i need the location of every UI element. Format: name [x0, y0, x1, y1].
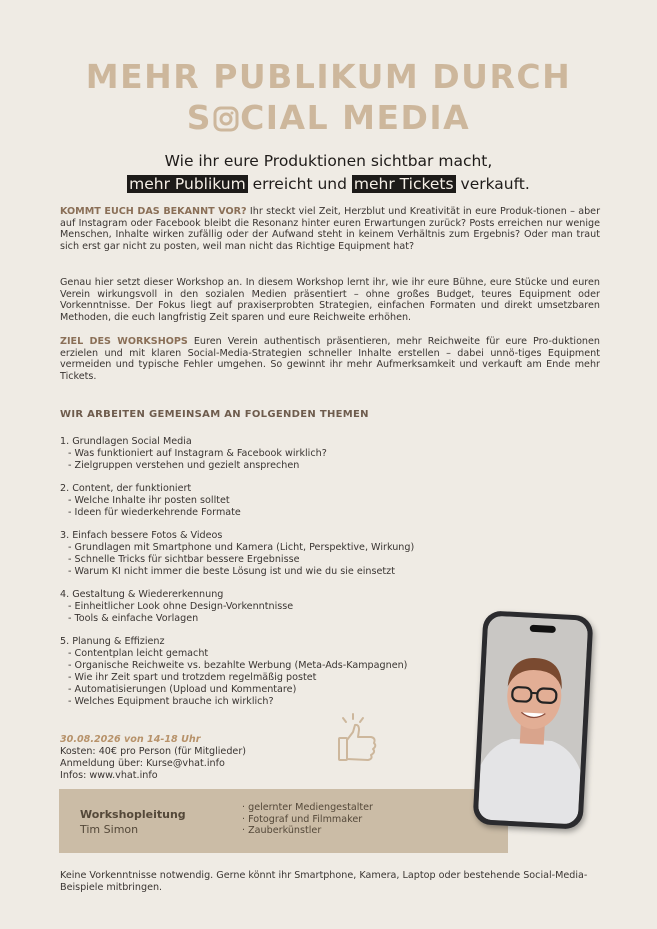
leader-qualifications	[242, 802, 373, 837]
qualification-item: · Zauberkünstler	[242, 825, 322, 836]
subtitle	[0, 150, 657, 196]
goal-paragraph	[60, 336, 600, 382]
topic-item: - Zielgruppen verstehen und gezielt ansprechen	[68, 460, 300, 471]
event-date: 30.08.2026 von 14-18 Uhr	[60, 734, 201, 745]
event-cost: Kosten: 40€ pro Person (für Mitglieder)	[60, 746, 247, 757]
subtitle-end: verkauft.	[455, 175, 530, 193]
topic-title: 1. Grundlagen Social Media	[60, 436, 192, 447]
event-info	[60, 734, 246, 782]
topic-title: 4. Gestaltung & Wiedererkennung	[60, 589, 224, 600]
subtitle-line-2	[0, 173, 657, 196]
topic-item: - Grundlagen mit Smartphone und Kamera (Licht, Perspektive, Wirkung)	[68, 542, 415, 553]
topics-list	[60, 436, 480, 719]
phone-photo	[472, 610, 593, 829]
intro-keyword: KOMMT EUCH DAS BEKANNT VOR?	[60, 206, 247, 217]
topic-item: - Warum KI nicht immer die beste Lösung ist und wie du sie einsetzt	[68, 566, 395, 577]
highlight-tickets: mehr Tickets	[353, 175, 454, 193]
thumbs-up-icon	[333, 710, 383, 766]
topic-item: - Automatisierungen (Upload und Kommentare)	[68, 684, 297, 695]
goal-text: Euren Verein authentisch präsentieren, mehr Reichweite für eure Pro-duktionen erzielen und mit klaren Social-Media-Strategien schneller Inhalte erstellen – dabei unnö-tiges Equipment vermeiden und typische Fehler umgehen. So gewinnt ihr mehr Aufmerksamkeit und verkauft am Ende mehr Tickets.	[60, 336, 600, 382]
event-info-link: Infos: www.vhat.info	[60, 770, 158, 781]
topic-1	[60, 436, 480, 472]
portrait-image	[478, 616, 589, 825]
title-line-1: MEHR PUBLIKUM DURCH	[85, 57, 572, 96]
topic-item: - Welche Inhalte ihr posten solltet	[68, 495, 230, 506]
phone-dynamic-island	[530, 625, 556, 633]
themes-heading: WIR ARBEITEN GEMEINSAM AN FOLGENDEN THEMEN	[60, 409, 369, 420]
page-title	[0, 56, 657, 138]
leader-name: Tim Simon	[80, 823, 139, 836]
instagram-icon	[213, 106, 239, 132]
event-signup: Anmeldung über: Kurse@vhat.info	[60, 758, 225, 769]
topic-4	[60, 589, 480, 625]
intro-text: Ihr steckt viel Zeit, Herzblut und Kreativität in eure Produk-tionen – aber auf Instagram oder Facebook bleibt die Resonanz hinter euren Erwartungen zurück? Posts erreichen nur wenige Menschen, Inhalte wirken zufällig oder der Aufwand steht in keinem Verhältnis zum Ergebnis? Oder man traut sich erst gar nicht zu posten, weil man nicht das Richtige Equipment hat?	[60, 206, 601, 252]
leader-title: Workshopleitung	[80, 808, 186, 821]
topic-item: - Welches Equipment brauche ich wirklich?	[68, 696, 274, 707]
topic-item: - Tools & einfache Vorlagen	[68, 613, 199, 624]
qualification-item: · Fotograf und Filmmaker	[242, 813, 363, 825]
title-rest: CIAL MEDIA	[240, 98, 471, 137]
workshop-paragraph: Genau hier setzt dieser Workshop an. In diesem Workshop lernt ihr, wie ihr eure Bühne, eure Stücke und euren Verein wirkungsvoll in den sozialen Medien präsentiert – ohne großes Budget, teures Equipment oder Vorkenntnisse. Der Fokus liegt auf praxiserprobten Strategien, einfachen Formaten und direkt umsetzbaren Methoden, die euch langfristig Zeit sparen und eure Reichweite erhöhen.	[60, 277, 600, 323]
phone-screen	[478, 616, 589, 825]
goal-keyword: ZIEL DES WORKSHOPS	[60, 336, 188, 347]
topic-item: - Schnelle Tricks für sichtbar bessere Ergebnisse	[68, 554, 300, 565]
topic-item: - Ideen für wiederkehrende Formate	[68, 507, 241, 518]
subtitle-mid: erreicht und	[247, 175, 352, 193]
topic-title: 5. Planung & Effizienz	[60, 636, 165, 647]
topic-5	[60, 636, 480, 708]
title-line-2	[0, 97, 657, 138]
topic-title: 2. Content, der funktioniert	[60, 483, 192, 494]
subtitle-line-1: Wie ihr eure Produktionen sichtbar macht,	[164, 152, 493, 170]
topic-title: 3. Einfach bessere Fotos & Videos	[60, 530, 223, 541]
topic-2	[60, 483, 480, 519]
footer-note: Keine Vorkenntnisse notwendig. Gerne könnt ihr Smartphone, Kamera, Laptop oder bestehende Social-Media-Beispiele mitbringen.	[60, 870, 588, 893]
highlight-audience: mehr Publikum	[129, 175, 246, 193]
topic-item: - Wie ihr Zeit spart und trotzdem regelmäßig postet	[68, 672, 317, 683]
topic-item: - Contentplan leicht gemacht	[68, 648, 209, 659]
leader-banner	[59, 789, 508, 853]
intro-paragraph	[60, 206, 600, 252]
topic-item: - Einheitlicher Look ohne Design-Vorkenntnisse	[68, 601, 294, 612]
topic-item: - Was funktioniert auf Instagram & Facebook wirklich?	[68, 448, 327, 459]
topic-3	[60, 530, 480, 578]
qualification-item: · gelernter Mediengestalter	[242, 802, 373, 813]
title-letter-s: S	[186, 98, 213, 137]
topic-item: - Organische Reichweite vs. bezahlte Werbung (Meta-Ads-Kampagnen)	[68, 660, 408, 671]
